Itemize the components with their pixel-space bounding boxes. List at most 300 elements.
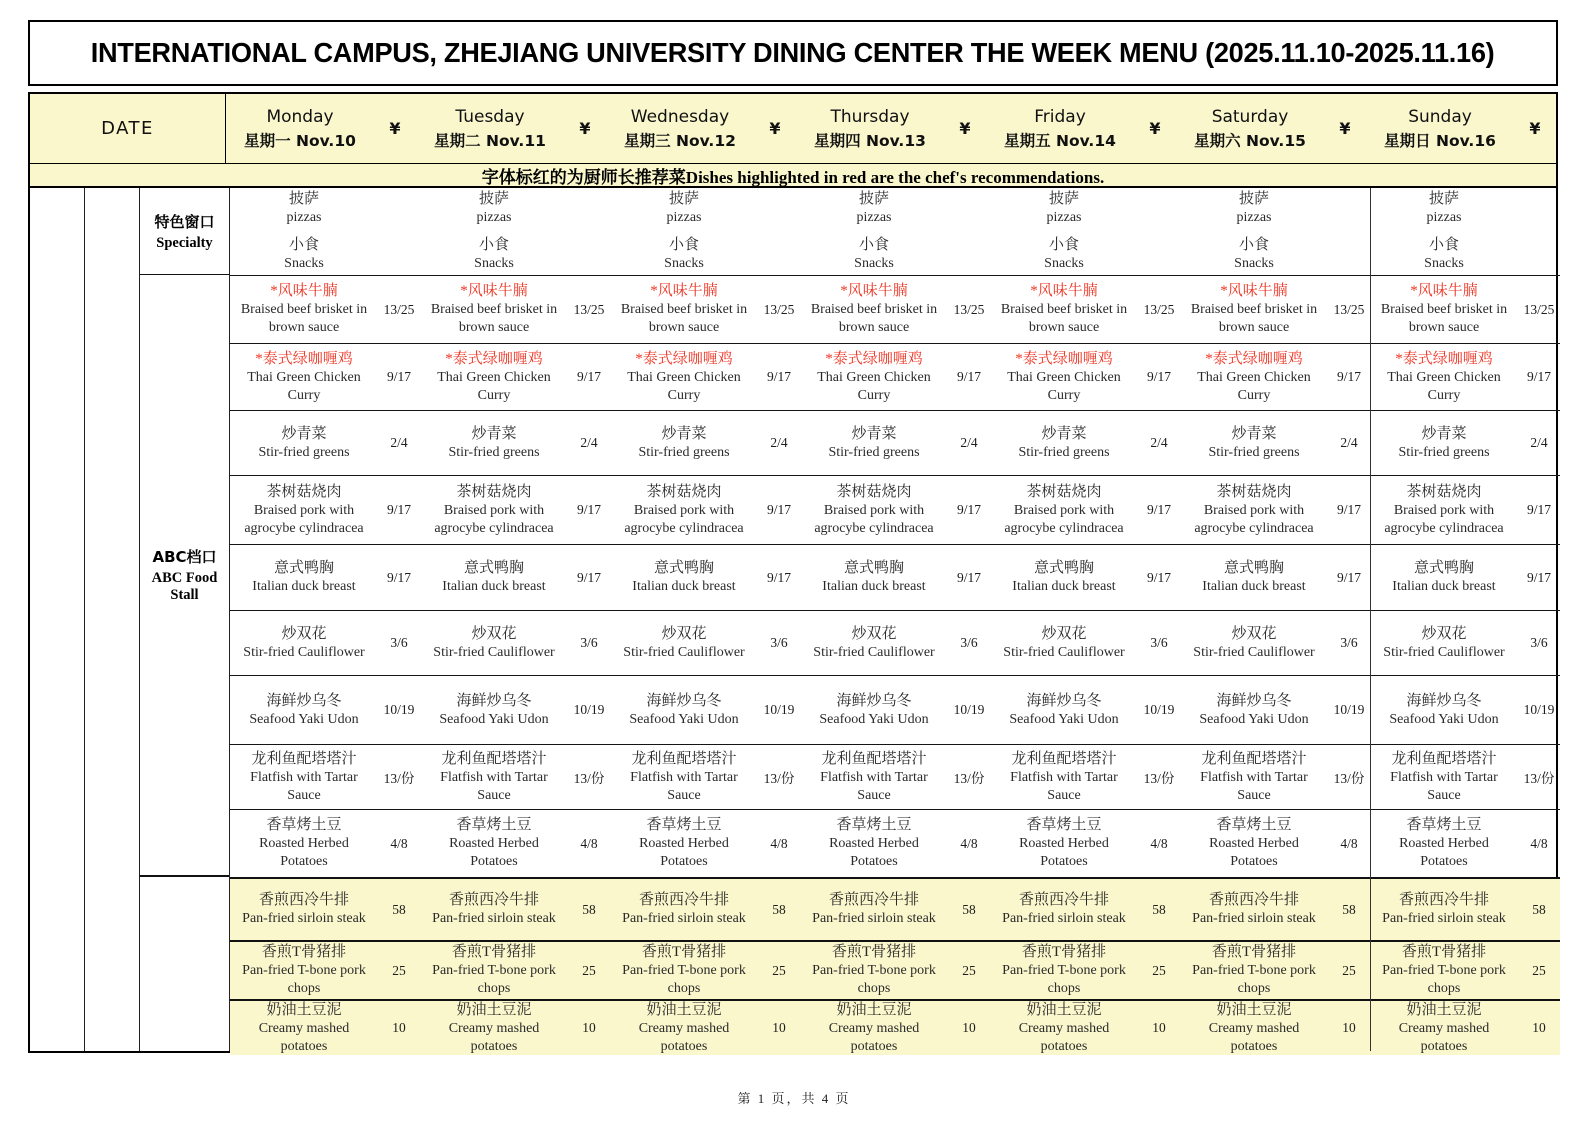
price-cell: 10/19 (573, 702, 605, 717)
price-cell: 9/17 (1146, 502, 1171, 517)
dish-cell (230, 411, 378, 475)
price-cell: 25 (1342, 962, 1356, 978)
dish-name-en: Italian duck breast (1012, 579, 1116, 594)
dish-cell (420, 942, 568, 999)
dish-cell (420, 344, 568, 410)
price-cell: 25 (1532, 962, 1546, 978)
dish-cell (1180, 1001, 1328, 1055)
dish-name-cn: *风味牛腩 (840, 283, 908, 299)
dish-cell (1180, 545, 1328, 610)
specialty-item-cn: 小食 (1238, 237, 1269, 253)
dish-name-en: Italian duck breast (822, 579, 926, 594)
dish-name-cn: 香煎西冷牛排 (1018, 892, 1109, 908)
dish-cell (990, 1001, 1138, 1055)
specialty-cell (1180, 188, 1328, 275)
specialty-item-cn: 小食 (1428, 237, 1459, 253)
dish-name-en: Pan-fried T-bone pork chops (242, 963, 366, 996)
dish-name-cn: 香煎T骨猪排 (451, 944, 537, 960)
dish-name-cn: 炒双花 (1041, 625, 1087, 642)
dish-name-en: Thai Green Chicken Curry (1197, 369, 1311, 403)
dish-name-cn: 香草烤土豆 (266, 817, 342, 833)
dish-name-cn: *风味牛腩 (1030, 283, 1098, 299)
dish-name-en: Thai Green Chicken Curry (1007, 369, 1121, 403)
dish-cell (990, 810, 1138, 877)
price-cell: 9/17 (576, 569, 601, 585)
price-cell: 10/19 (383, 702, 415, 717)
dish-name-cn: 龙利鱼配塔塔汁 (251, 750, 357, 767)
dish-cell (1370, 879, 1518, 940)
price-cell: 2/4 (770, 435, 788, 450)
dish-name-en: Braised pork with agrocybe cylindracea (434, 502, 554, 536)
day-header-main (416, 94, 564, 163)
yen-column-header: ¥ (769, 119, 781, 138)
specialty-item-en: pizzas (476, 210, 512, 225)
dish-name-en: Braised beef brisket in brown sauce (1000, 302, 1128, 335)
dish-cell (1370, 942, 1518, 999)
day-name-en: Thursday (830, 106, 910, 127)
dish-name-en: Pan-fried T-bone pork chops (432, 963, 556, 996)
dish-name-cn: 香煎西冷牛排 (1398, 892, 1489, 908)
dish-cell (230, 676, 378, 744)
price-cell: 58 (962, 901, 976, 917)
dish-name-cn: 香草烤土豆 (456, 817, 532, 833)
section-label-specialty (140, 188, 229, 275)
specialty-item-en: Snacks (1424, 256, 1464, 271)
dish-cell (1180, 411, 1328, 475)
dish-name-cn: 炒双花 (851, 625, 897, 642)
dish-name-cn: 茶树菇烧肉 (266, 483, 342, 500)
dish-cell (1370, 476, 1518, 544)
price-cell: 9/17 (766, 502, 791, 517)
dish-name-en: Creamy mashed potatoes (1018, 1020, 1110, 1054)
dish-name-en: Stir-fried Cauliflower (1383, 644, 1505, 660)
dish-name-en: Creamy mashed potatoes (258, 1020, 350, 1054)
notice-row: 字体标红的为厨师长推荐菜Dishes highlighted in red are the chef's recommendations. (30, 164, 1556, 188)
dish-name-cn: *泰式绿咖喱鸡 (1205, 350, 1303, 367)
dish-row (230, 610, 1560, 675)
price-cell: 13/份 (383, 771, 415, 786)
price-cell: 13/25 (1523, 301, 1555, 317)
dish-cell (610, 476, 758, 544)
price-cell: 13/25 (1333, 301, 1365, 317)
dish-cell (990, 411, 1138, 475)
price-cell: 58 (392, 901, 406, 917)
dish-cell (420, 276, 568, 343)
dish-name-en: Pan-fried T-bone pork chops (622, 963, 746, 996)
price-cell: 10 (1532, 1020, 1546, 1035)
price-cell: 9/17 (956, 569, 981, 585)
specialty-item-en: pizzas (666, 210, 702, 225)
price-cell: 2/4 (1340, 435, 1358, 450)
dish-name-cn: 炒青菜 (1231, 425, 1277, 442)
dish-cell (800, 879, 948, 940)
dish-name-cn: *风味牛腩 (1410, 283, 1478, 299)
yen-column-header: ¥ (389, 119, 401, 138)
specialty-item-en: Snacks (664, 256, 704, 271)
day-name-en: Saturday (1211, 106, 1289, 127)
day-name-cn-date: 星期六 Nov.15 (1194, 131, 1306, 150)
dish-name-en: Roasted Herbed Potatoes (639, 836, 729, 869)
price-cell: 2/4 (960, 435, 978, 450)
dish-cell (230, 611, 378, 675)
dish-cell (610, 745, 758, 809)
dish-name-en: Roasted Herbed Potatoes (1399, 836, 1489, 869)
price-cell: 2/4 (580, 435, 598, 450)
title-box (28, 20, 1558, 86)
price-cell: 3/6 (1530, 635, 1548, 650)
price-cell: 9/17 (956, 502, 981, 517)
dish-name-cn: 茶树菇烧肉 (646, 483, 722, 500)
yen-column-header: ¥ (1149, 119, 1161, 138)
specialty-item-cn: 小食 (478, 237, 509, 253)
dish-name-cn: *泰式绿咖喱鸡 (255, 350, 353, 367)
dish-name-en: Braised pork with agrocybe cylindracea (1384, 502, 1504, 536)
price-cell: 9/17 (1526, 369, 1551, 384)
dish-name-cn: 奶油土豆泥 (266, 1001, 342, 1018)
dish-cell (800, 276, 948, 343)
dish-name-en: Creamy mashed potatoes (448, 1020, 540, 1054)
dish-cell (990, 545, 1138, 610)
dish-name-cn: 海鲜炒乌冬 (646, 692, 722, 709)
yen-column-header: ¥ (579, 119, 591, 138)
day-header (1176, 94, 1366, 163)
section-label-en: Specialty (156, 234, 213, 251)
price-cell: 4/8 (1150, 835, 1168, 851)
dish-name-en: Seafood Yaki Udon (439, 711, 549, 727)
dish-cell (420, 476, 568, 544)
dish-cell (610, 1001, 758, 1055)
specialty-item-cn: 披萨 (668, 191, 699, 207)
dish-name-cn: 意式鸭胸 (1223, 560, 1284, 576)
yen-column-header: ¥ (1339, 119, 1351, 138)
price-cell (758, 188, 800, 275)
specialty-item-cn: 小食 (288, 237, 319, 253)
dish-name-en: Braised pork with agrocybe cylindracea (244, 502, 364, 536)
dish-cell (800, 476, 948, 544)
section-label-cn: ABC档口 (152, 548, 217, 566)
dish-name-cn: 龙利鱼配塔塔汁 (441, 750, 547, 767)
specialty-cell (800, 188, 948, 275)
price-cell: 58 (1152, 901, 1166, 917)
specialty-row (230, 188, 1560, 275)
dish-name-en: Stir-fried greens (828, 444, 920, 460)
dish-cell (990, 276, 1138, 343)
dish-name-en: Creamy mashed potatoes (1208, 1020, 1300, 1054)
day-name-cn-date: 星期二 Nov.11 (434, 131, 546, 150)
dish-name-en: Stir-fried Cauliflower (433, 644, 555, 660)
price-cell (1138, 188, 1180, 275)
dish-rows (230, 188, 1560, 1055)
dish-name-cn: 香煎西冷牛排 (638, 892, 729, 908)
dish-name-en: Braised pork with agrocybe cylindracea (1194, 502, 1314, 536)
dish-name-en: Stir-fried Cauliflower (1003, 644, 1125, 660)
specialty-item-cn: 披萨 (1238, 191, 1269, 207)
dish-name-cn: 香煎T骨猪排 (1401, 944, 1487, 960)
dish-name-cn: 茶树菇烧肉 (1026, 483, 1102, 500)
dish-name-en: Stir-fried greens (1208, 444, 1300, 460)
dish-cell (800, 942, 948, 999)
price-cell: 10 (1152, 1020, 1166, 1035)
dish-name-en: Roasted Herbed Potatoes (829, 836, 919, 869)
section-label-cn: 特色窗口 (154, 212, 215, 231)
day-header-main (1176, 94, 1324, 163)
dish-cell (610, 344, 758, 410)
price-cell: 58 (1342, 901, 1356, 917)
dish-cell (230, 745, 378, 809)
dish-cell (1370, 545, 1518, 610)
dish-cell (1180, 810, 1328, 877)
price-cell: 9/17 (766, 569, 791, 585)
specialty-item-cn: 披萨 (1048, 191, 1079, 207)
price-cell: 9/17 (1336, 502, 1361, 517)
price-cell (568, 188, 610, 275)
dish-cell (800, 1001, 948, 1055)
price-cell: 13/25 (953, 301, 985, 317)
dish-name-en: Stir-fried greens (448, 444, 540, 460)
day-header (1366, 94, 1556, 163)
dish-name-cn: 海鲜炒乌冬 (456, 692, 532, 709)
dish-name-en: Stir-fried greens (1398, 444, 1490, 460)
dish-name-cn: 龙利鱼配塔塔汁 (1011, 750, 1117, 767)
dish-name-cn: 香煎T骨猪排 (641, 944, 727, 960)
dish-cell (420, 545, 568, 610)
specialty-item-cn: 小食 (668, 237, 699, 253)
dish-cell (1370, 745, 1518, 809)
dish-cell (420, 1001, 568, 1055)
price-cell: 9/17 (1526, 502, 1551, 517)
dish-name-cn: 炒青菜 (851, 425, 897, 442)
price-cell: 9/17 (576, 369, 601, 384)
dish-name-cn: 香煎T骨猪排 (261, 944, 347, 960)
dish-name-en: Thai Green Chicken Curry (1387, 369, 1501, 403)
dish-name-cn: 香煎西冷牛排 (258, 892, 349, 908)
dish-cell (230, 545, 378, 610)
day-header (416, 94, 606, 163)
price-cell: 3/6 (960, 635, 978, 650)
dish-cell (800, 344, 948, 410)
dish-name-en: Pan-fried T-bone pork chops (1002, 963, 1126, 996)
dish-name-en: Pan-fried T-bone pork chops (1192, 963, 1316, 996)
menu-table (28, 92, 1558, 1053)
dish-name-en: Stir-fried Cauliflower (813, 644, 935, 660)
dish-name-cn: 香煎T骨猪排 (1211, 944, 1297, 960)
day-name-en: Sunday (1408, 106, 1472, 127)
dish-name-en: Italian duck breast (252, 579, 356, 594)
specialty-item-en: Snacks (284, 256, 324, 271)
dish-name-en: Creamy mashed potatoes (1398, 1020, 1490, 1054)
dish-name-cn: 奶油土豆泥 (836, 1001, 912, 1018)
price-cell: 9/17 (956, 369, 981, 384)
day-name-cn-date: 星期一 Nov.10 (244, 131, 356, 150)
dish-name-cn: 意式鸭胸 (843, 560, 904, 576)
dish-name-en: Thai Green Chicken Curry (437, 369, 551, 403)
dish-name-en: Braised pork with agrocybe cylindracea (1004, 502, 1124, 536)
dish-name-cn: *风味牛腩 (270, 283, 338, 299)
dish-name-cn: *风味牛腩 (460, 283, 528, 299)
dish-name-en: Seafood Yaki Udon (1009, 711, 1119, 727)
dish-name-cn: 海鲜炒乌冬 (266, 692, 342, 709)
price-cell: 4/8 (1530, 835, 1548, 851)
price-cell: 4/8 (770, 835, 788, 851)
dish-name-cn: *泰式绿咖喱鸡 (445, 350, 543, 367)
dish-name-cn: 香草烤土豆 (836, 817, 912, 833)
price-cell: 10/19 (1143, 702, 1175, 717)
price-cell (1328, 188, 1370, 275)
dish-name-cn: 奶油土豆泥 (1406, 1001, 1482, 1018)
dish-name-en: Flatfish with Tartar Sauce (440, 769, 548, 803)
day-header-strip (226, 94, 1556, 163)
specialty-item-en: pizzas (286, 210, 322, 225)
section-label-abc-food-stall (140, 275, 229, 877)
dish-name-en: Seafood Yaki Udon (1389, 711, 1499, 727)
day-header-main (1366, 94, 1514, 163)
dish-name-cn: 香煎西冷牛排 (1208, 892, 1299, 908)
price-cell: 10/19 (953, 702, 985, 717)
dish-row (230, 343, 1560, 410)
dish-name-en: Pan-fried sirloin steak (1382, 911, 1506, 926)
dish-cell (230, 879, 378, 940)
specialty-cell (990, 188, 1138, 275)
dish-cell (800, 411, 948, 475)
price-cell: 58 (1532, 901, 1546, 917)
page-title: INTERNATIONAL CAMPUS, ZHEJIANG UNIVERSITY DINING CENTER THE WEEK MENU (2025.11.10-2025.11.16) (91, 37, 1495, 68)
dish-name-en: Stir-fried Cauliflower (623, 644, 745, 660)
dish-cell (420, 810, 568, 877)
price-cell: 3/6 (770, 635, 788, 650)
dish-cell (610, 942, 758, 999)
dish-name-cn: *泰式绿咖喱鸡 (1395, 350, 1493, 367)
empty-column-1 (30, 188, 85, 1051)
dish-name-cn: 炒双花 (471, 625, 517, 642)
dish-row (230, 940, 1560, 999)
price-cell: 25 (392, 962, 406, 978)
specialty-item-cn: 披萨 (288, 191, 319, 207)
dish-name-en: Thai Green Chicken Curry (627, 369, 741, 403)
price-cell: 13/份 (1333, 771, 1365, 786)
dish-name-en: Flatfish with Tartar Sauce (1010, 769, 1118, 803)
dish-cell (990, 879, 1138, 940)
dish-row (230, 999, 1560, 1055)
dish-cell (230, 276, 378, 343)
price-cell: 2/4 (1530, 435, 1548, 450)
price-cell: 13/份 (763, 771, 795, 786)
dish-name-cn: 龙利鱼配塔塔汁 (1201, 750, 1307, 767)
price-cell: 9/17 (386, 369, 411, 384)
dish-name-en: Flatfish with Tartar Sauce (630, 769, 738, 803)
price-cell: 4/8 (960, 835, 978, 851)
dish-cell (610, 411, 758, 475)
dish-name-cn: *风味牛腩 (1220, 283, 1288, 299)
price-cell: 58 (772, 901, 786, 917)
dish-name-en: Creamy mashed potatoes (638, 1020, 730, 1054)
dish-name-en: Italian duck breast (1202, 579, 1306, 594)
dish-name-cn: 海鲜炒乌冬 (1216, 692, 1292, 709)
dish-cell (420, 745, 568, 809)
dish-name-cn: 香煎西冷牛排 (448, 892, 539, 908)
price-cell: 13/份 (1523, 771, 1555, 786)
price-cell: 10 (582, 1020, 596, 1035)
price-cell: 3/6 (1340, 635, 1358, 650)
price-cell: 2/4 (1150, 435, 1168, 450)
price-cell: 3/6 (390, 635, 408, 650)
dish-row (230, 877, 1560, 940)
dish-name-en: Braised beef brisket in brown sauce (810, 302, 938, 335)
dish-name-cn: 奶油土豆泥 (1026, 1001, 1102, 1018)
page-break-line (1370, 188, 1371, 1051)
dish-row (230, 544, 1560, 610)
dish-name-en: Braised beef brisket in brown sauce (620, 302, 748, 335)
dish-name-cn: 意式鸭胸 (273, 560, 334, 576)
day-header (796, 94, 986, 163)
price-cell: 25 (962, 962, 976, 978)
day-name-en: Wednesday (630, 106, 730, 127)
specialty-item-cn: 披萨 (478, 191, 509, 207)
dish-name-en: Roasted Herbed Potatoes (1209, 836, 1299, 869)
dish-name-cn: 海鲜炒乌冬 (1026, 692, 1102, 709)
dish-name-en: Flatfish with Tartar Sauce (1390, 769, 1498, 803)
dish-name-cn: 香煎T骨猪排 (1021, 944, 1107, 960)
page-footer: 第 1 页，共 4 页 (737, 1091, 851, 1106)
price-cell: 4/8 (1340, 835, 1358, 851)
day-name-cn-date: 星期三 Nov.12 (624, 131, 736, 150)
section-label-en: ABC Food Stall (151, 570, 218, 603)
dish-name-cn: 海鲜炒乌冬 (836, 692, 912, 709)
dish-cell (1180, 942, 1328, 999)
specialty-item-en: pizzas (1046, 210, 1082, 225)
day-header-main (986, 94, 1134, 163)
dish-cell (1180, 611, 1328, 675)
dish-name-en: Stir-fried greens (1018, 444, 1110, 460)
dish-name-cn: 炒青菜 (471, 425, 517, 442)
empty-column-2 (85, 188, 140, 1051)
dish-name-en: Flatfish with Tartar Sauce (1200, 769, 1308, 803)
dish-name-cn: 炒青菜 (661, 425, 707, 442)
dish-cell (610, 276, 758, 343)
dish-cell (990, 344, 1138, 410)
dish-cell (230, 1001, 378, 1055)
dish-cell (610, 810, 758, 877)
specialty-item-en: Snacks (474, 256, 514, 271)
dish-row (230, 475, 1560, 544)
dish-cell (1370, 676, 1518, 744)
day-header-main (606, 94, 754, 163)
specialty-item-en: pizzas (1426, 210, 1462, 225)
table-body (30, 188, 1556, 1054)
dish-name-cn: 茶树菇烧肉 (1216, 483, 1292, 500)
dish-cell (230, 942, 378, 999)
price-cell: 25 (582, 962, 596, 978)
day-header (606, 94, 796, 163)
price-cell: 13/份 (1143, 771, 1175, 786)
dish-name-cn: 炒青菜 (281, 425, 327, 442)
price-cell: 9/17 (1336, 569, 1361, 585)
dish-name-en: Braised beef brisket in brown sauce (1380, 302, 1508, 335)
dish-name-en: Pan-fried sirloin steak (432, 911, 556, 926)
dish-name-en: Thai Green Chicken Curry (817, 369, 931, 403)
dish-cell (1370, 344, 1518, 410)
specialty-item-en: Snacks (1044, 256, 1084, 271)
price-cell: 13/份 (953, 771, 985, 786)
price-cell: 10/19 (1523, 702, 1555, 717)
dish-name-cn: 意式鸭胸 (1033, 560, 1094, 576)
dish-cell (420, 879, 568, 940)
dish-name-cn: 意式鸭胸 (653, 560, 714, 576)
price-cell: 13/25 (763, 301, 795, 317)
dish-cell (610, 611, 758, 675)
price-cell: 3/6 (1150, 635, 1168, 650)
price-cell: 58 (582, 901, 596, 917)
specialty-item-en: pizzas (1236, 210, 1272, 225)
